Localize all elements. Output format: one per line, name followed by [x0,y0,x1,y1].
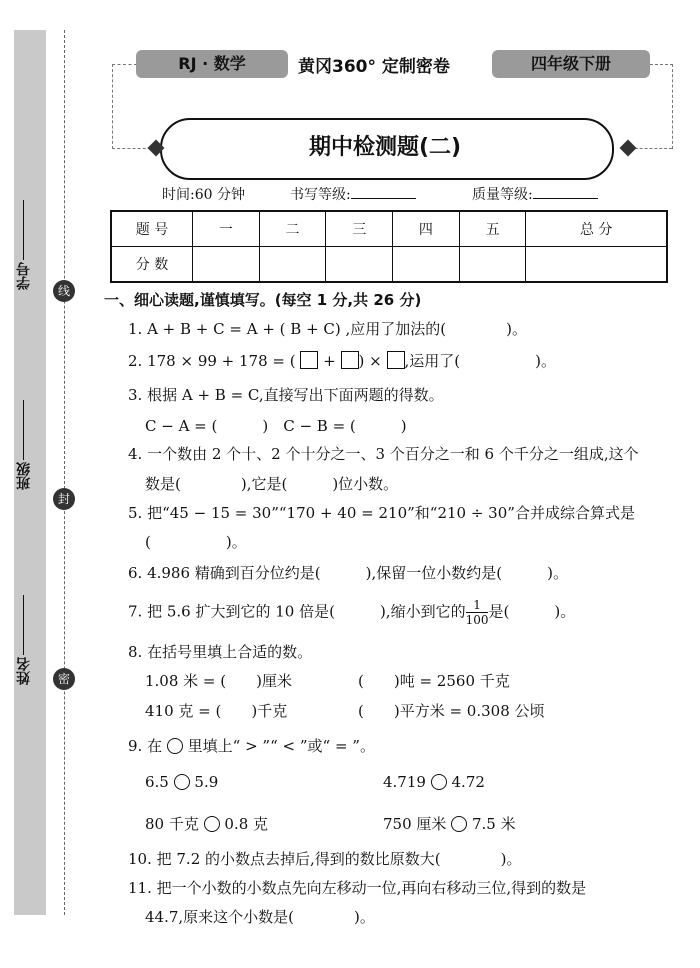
circle-icon [167,738,183,754]
table-cell: 分 数 [111,247,193,283]
answer-box[interactable] [341,351,359,369]
header-frame-left [112,64,137,149]
table-cell: 五 [459,211,526,247]
table-cell: 题 号 [111,211,193,247]
question-9: 9. 在 里填上“ > ”“ < ”或“ = ”。 [128,737,375,755]
class-label: 班级 [14,400,46,490]
question-4-line2: 数是( ),它是( )位小数。 [145,475,399,493]
question-2: 2. 178 × 99 + 178 = ( + ) × ,运用了( )。 [128,352,556,370]
question-8: 8. 在括号里填上合适的数。 [128,643,313,661]
question-4-line1: 4. 一个数由 2 个十、2 个十分之一、3 个百分之一和 6 个千分之一组成,这个 [128,445,639,463]
table-cell: 三 [326,211,393,247]
question-9-1: 6.5 5.9 [145,773,219,791]
score-cell[interactable] [526,247,667,283]
question-5-line2: ( )。 [145,533,247,551]
question-10: 10. 把 7.2 的小数点去掉后,得到的数比原数大( )。 [128,850,522,868]
header-frame-right [650,64,673,149]
binding-dash-line [64,30,65,915]
question-11-line2: 44.7,原来这个小数是( )。 [145,908,375,926]
brand-text: 黄冈360° 定制密卷 [298,57,450,77]
question-8b: ( )吨 = 2560 千克 [358,672,510,690]
diamond-right-icon [620,140,637,157]
question-5-line1: 5. 把“45 − 15 = 30”“170 + 40 = 210”和“210 ÷ 30”合并成综合算式是 [128,504,635,522]
compare-circle[interactable] [431,774,447,790]
name-label: 姓名 [14,595,46,685]
score-table [110,210,668,283]
writing-grade: 书写等级: [290,184,416,204]
table-cell: 一 [193,211,260,247]
section-1-title: 一、细心读题,谨慎填写。(每空 1 分,共 26 分) [104,291,422,309]
seal-line-badge: 线 [53,280,75,302]
question-9-4: 750 厘米 7.5 米 [383,815,516,833]
score-cell[interactable] [259,247,326,283]
question-3-parts: C − A = ( ) C − B = ( ) [145,417,407,435]
student-id-label: 学号 [14,200,46,290]
subject-pill: RJ · 数学 [136,50,288,78]
table-cell: 四 [393,211,460,247]
score-cell[interactable] [193,247,260,283]
compare-circle[interactable] [451,816,467,832]
table-cell: 二 [259,211,326,247]
question-6: 6. 4.986 精确到百分位约是( ),保留一位小数约是( )。 [128,564,568,582]
question-11-line1: 11. 把一个小数的小数点先向左移动一位,再向右移动三位,得到的数是 [128,879,587,897]
answer-box[interactable] [387,351,405,369]
question-8a: 1.08 米 = ( )厘米 [145,672,292,690]
question-7: 7. 把 5.6 扩大到它的 10 倍是( ),缩小到它的 $\frac{1}{100}$ 是( )。 [128,598,576,627]
seal-secret-badge: 密 [53,668,75,690]
score-table-header-row [111,211,667,247]
score-cell[interactable] [459,247,526,283]
question-9-2: 4.719 4.72 [383,773,485,791]
table-cell: 总 分 [526,211,667,247]
fraction-1-100: $\frac{1}{100}$ [465,598,489,627]
question-8c: 410 克 = ( )千克 [145,702,288,720]
score-table-score-row [111,247,667,283]
question-3: 3. 根据 A + B = C,直接写出下面两题的得数。 [128,386,444,404]
compare-circle[interactable] [204,816,220,832]
grade-pill: 四年级下册 [492,50,650,78]
exam-title: 期中检测题(二) [308,135,462,160]
seal-seal-badge: 封 [53,488,75,510]
quality-grade: 质量等级: [472,184,598,204]
compare-circle[interactable] [174,774,190,790]
score-cell[interactable] [393,247,460,283]
time-info: 时间:60 分钟 [162,187,245,203]
question-1: 1. A + B + C = A + ( B + C) ,应用了加法的( )。 [128,320,527,338]
question-9-3: 80 千克 0.8 克 [145,815,269,833]
question-8d: ( )平方米 = 0.308 公顷 [358,702,545,720]
score-cell[interactable] [326,247,393,283]
answer-box[interactable] [300,351,318,369]
